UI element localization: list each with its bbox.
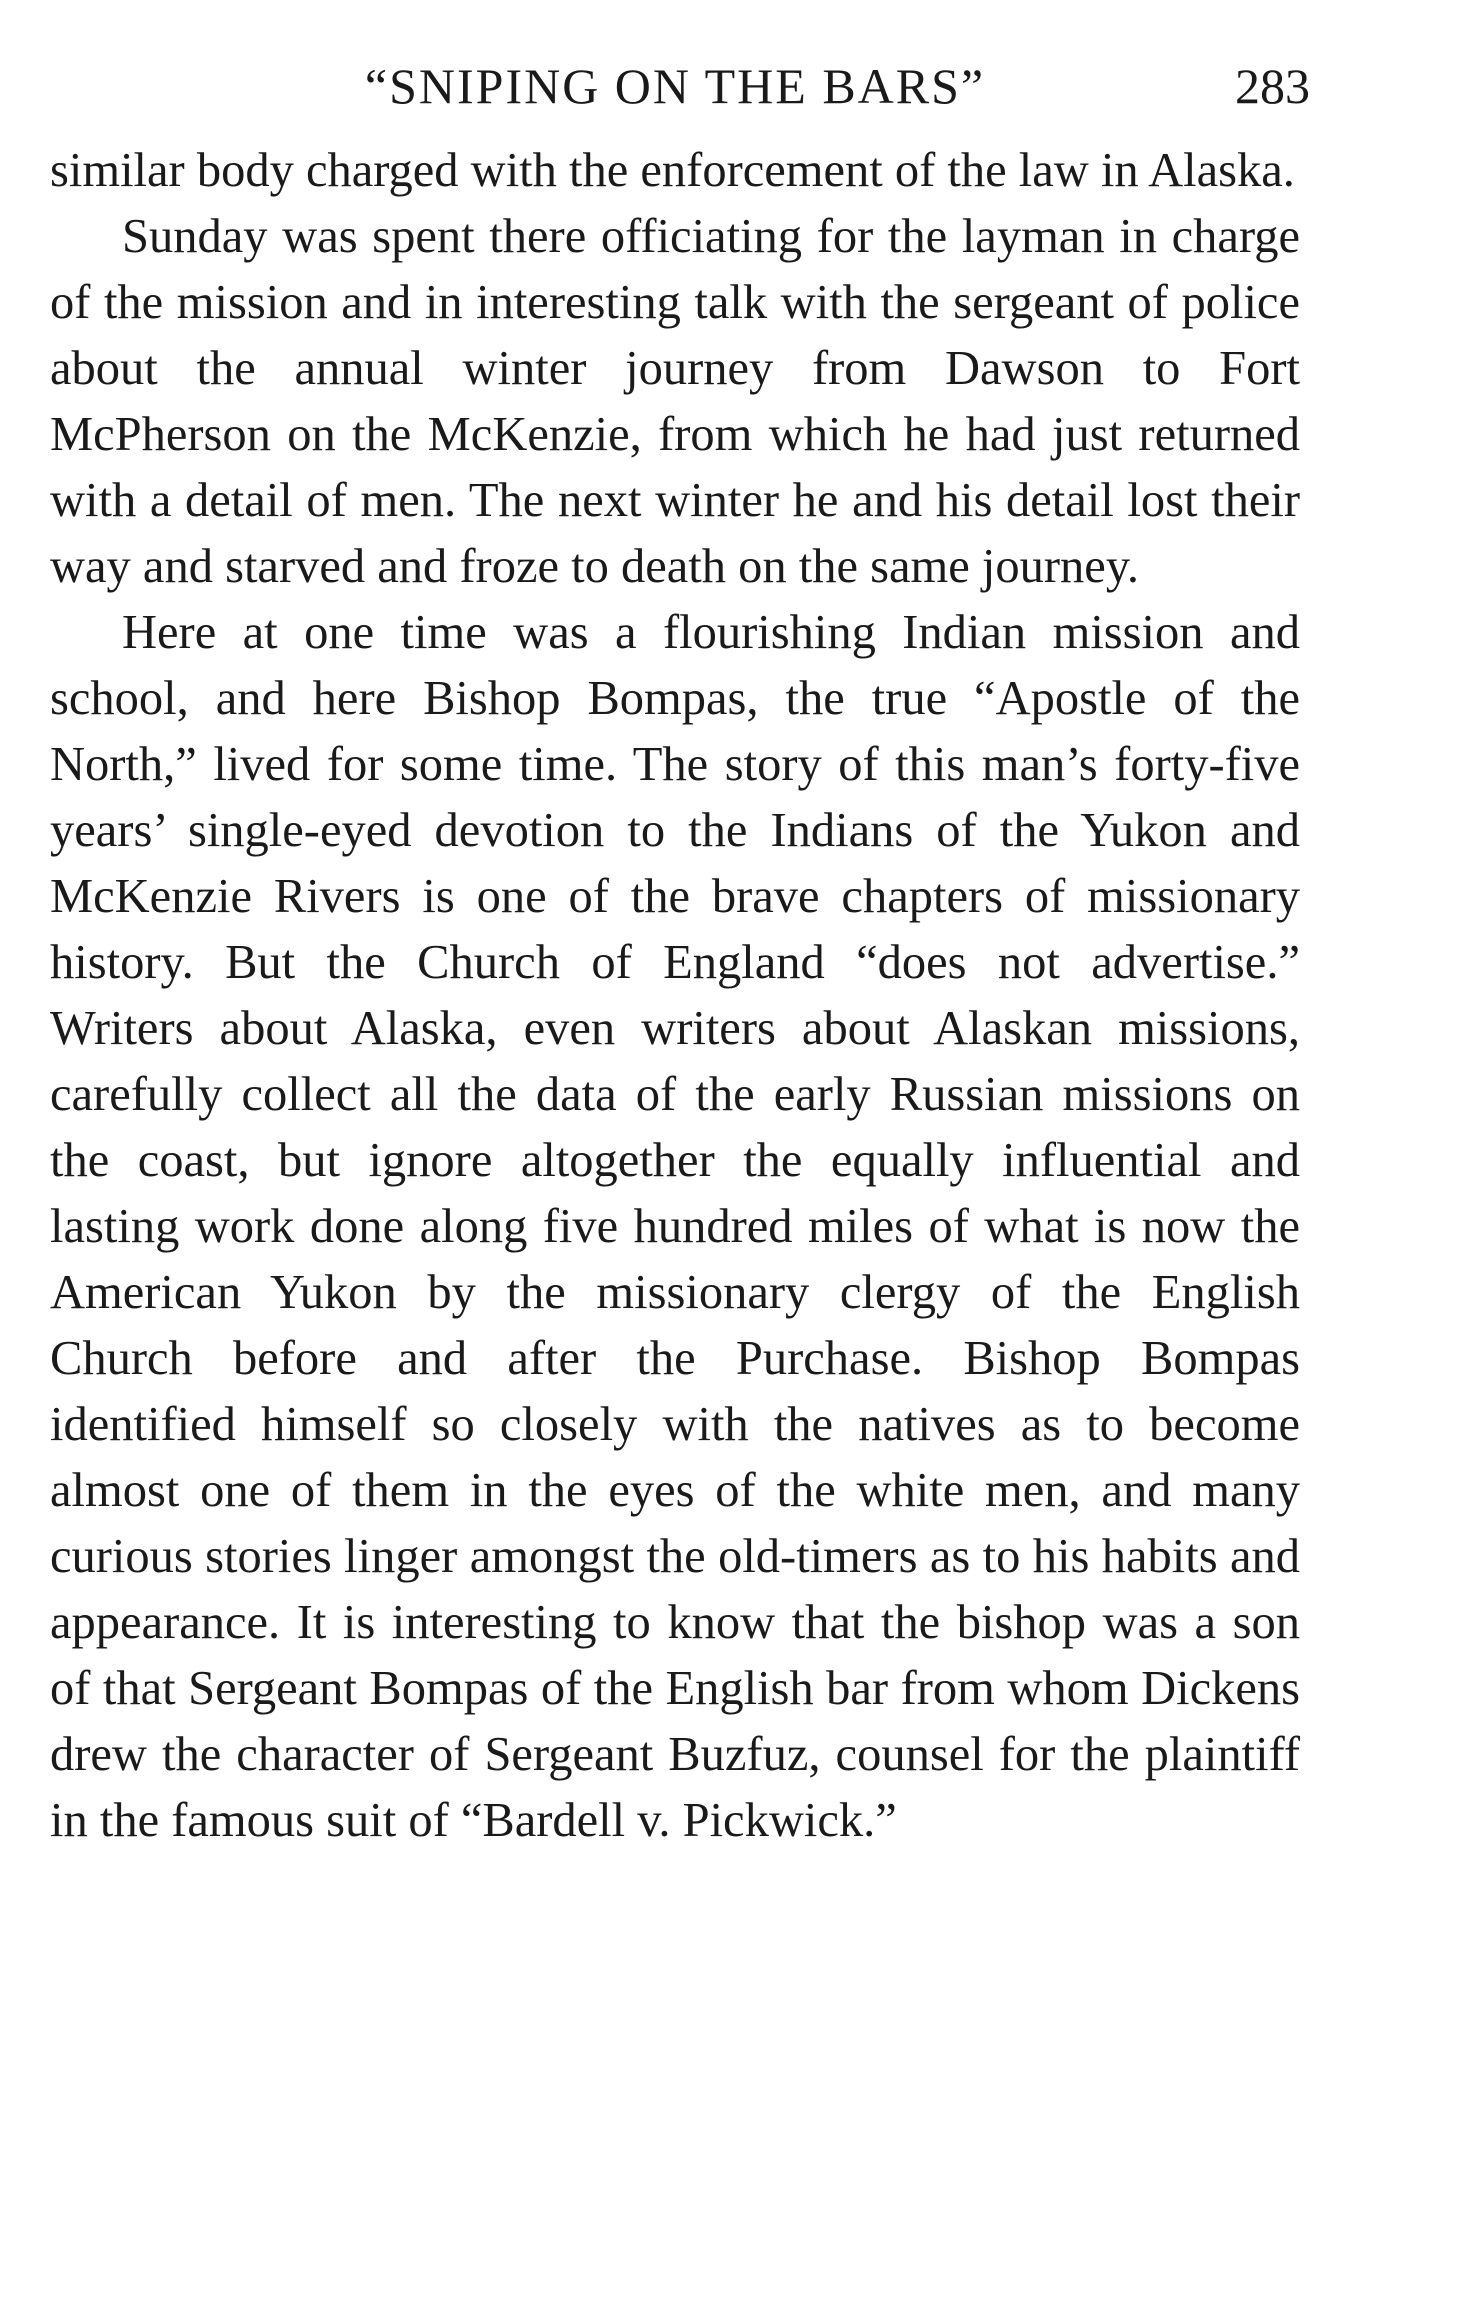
page-number: 283 [1235,58,1310,114]
running-head [50,56,1310,138]
book-page [50,56,1310,1854]
paragraph-bishop-bompas: Here at one time was a flourishing Indian mission and school, and here Bishop Bompas, the true “Apostle of the North,” lived for some time. The story of this man’s forty-five years’ single-eyed devotion to the Indians of the Yukon and McKenzie Rivers is one of the brave chapters of missionary history. But the Church of England “does not advertise.” Writers about Alaska, even writers about Alaskan missions, carefully collect all the data of the early Russian missions on the coast, but ignore altogether the equally influential and lasting work done along five hundred miles of what is now the American Yukon by the missionary clergy of the English Church before and after the Purchase. Bishop Bompas identified himself so closely with the natives as to become almost one of them in the eyes of the white men, and many curious stories linger amongst the old-timers as to his habits and appearance. It is interesting to know that the bishop was a son of that Sergeant Bompas of the English bar from whom Dickens drew the character of Sergeant Buzfuz, counsel for the plaintiff in the famous suit of “Bardell v. Pickwick.” [50,606,1300,1847]
paragraph-continued: similar body charged with the enforcement of the law in Alaska. [50,144,1295,197]
paragraph-sunday: Sunday was spent there officiating for the layman in charge of the mission and in interesting talk with the sergeant of police about the annual winter journey from Dawson to Fort McPherson on the McKenzie, from which he had just returned with a detail of men. The next winter he and his detail lost their way and starved and froze to death on the same journey. [50,210,1300,593]
body-text [50,138,1300,1854]
running-title: “SNIPING ON THE BARS” [364,58,986,114]
